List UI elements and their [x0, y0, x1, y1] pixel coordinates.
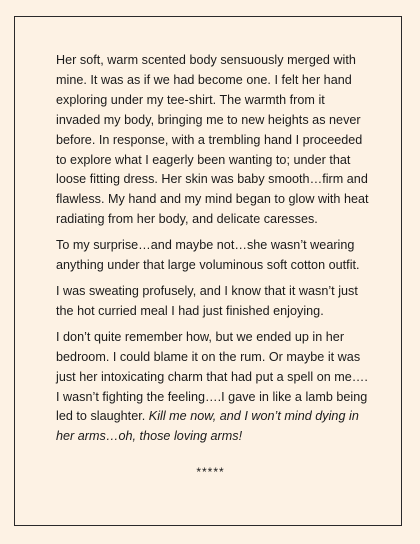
paragraph-1	[56, 51, 372, 230]
paragraph-3	[56, 282, 372, 322]
paragraph-3-text: I was sweating profusely, and I know that it wasn’t just the hot curried meal I had just finished enjoying.	[56, 283, 358, 318]
paragraph-2	[56, 236, 372, 276]
paragraph-4-italic: Kill me now, and I won’t mind dying in her arms…oh, those loving arms!	[56, 409, 359, 444]
paragraph-2-text: To my surprise…and maybe not…she wasn’t wearing anything under that large voluminous soft cotton outfit.	[56, 238, 360, 273]
paragraph-4-text: I don’t quite remember how, but we ended up in her bedroom. I could blame it on the rum. Or maybe it was just her intoxicating charm that had put a spell on me…. I wasn’t fighting the feeling….I gave in like a lamb being led to slaughter.	[56, 329, 368, 424]
story-text	[56, 51, 372, 453]
section-break: *****	[195, 465, 225, 479]
paragraph-4	[56, 328, 372, 447]
paragraph-1-text: Her soft, warm scented body sensuously merged with mine. It was as if we had become one. I felt her hand exploring under my tee-shirt. The warmth from it invaded my body, bringing me to new heights as never before. In response, with a trembling hand I proceeded to explore what I eagerly been wanting to; under that loose fitting dress. Her skin was baby smooth…firm and flawless. My hand and my mind began to glow with heat radiating from her body, and delicate caresses.	[56, 53, 369, 227]
